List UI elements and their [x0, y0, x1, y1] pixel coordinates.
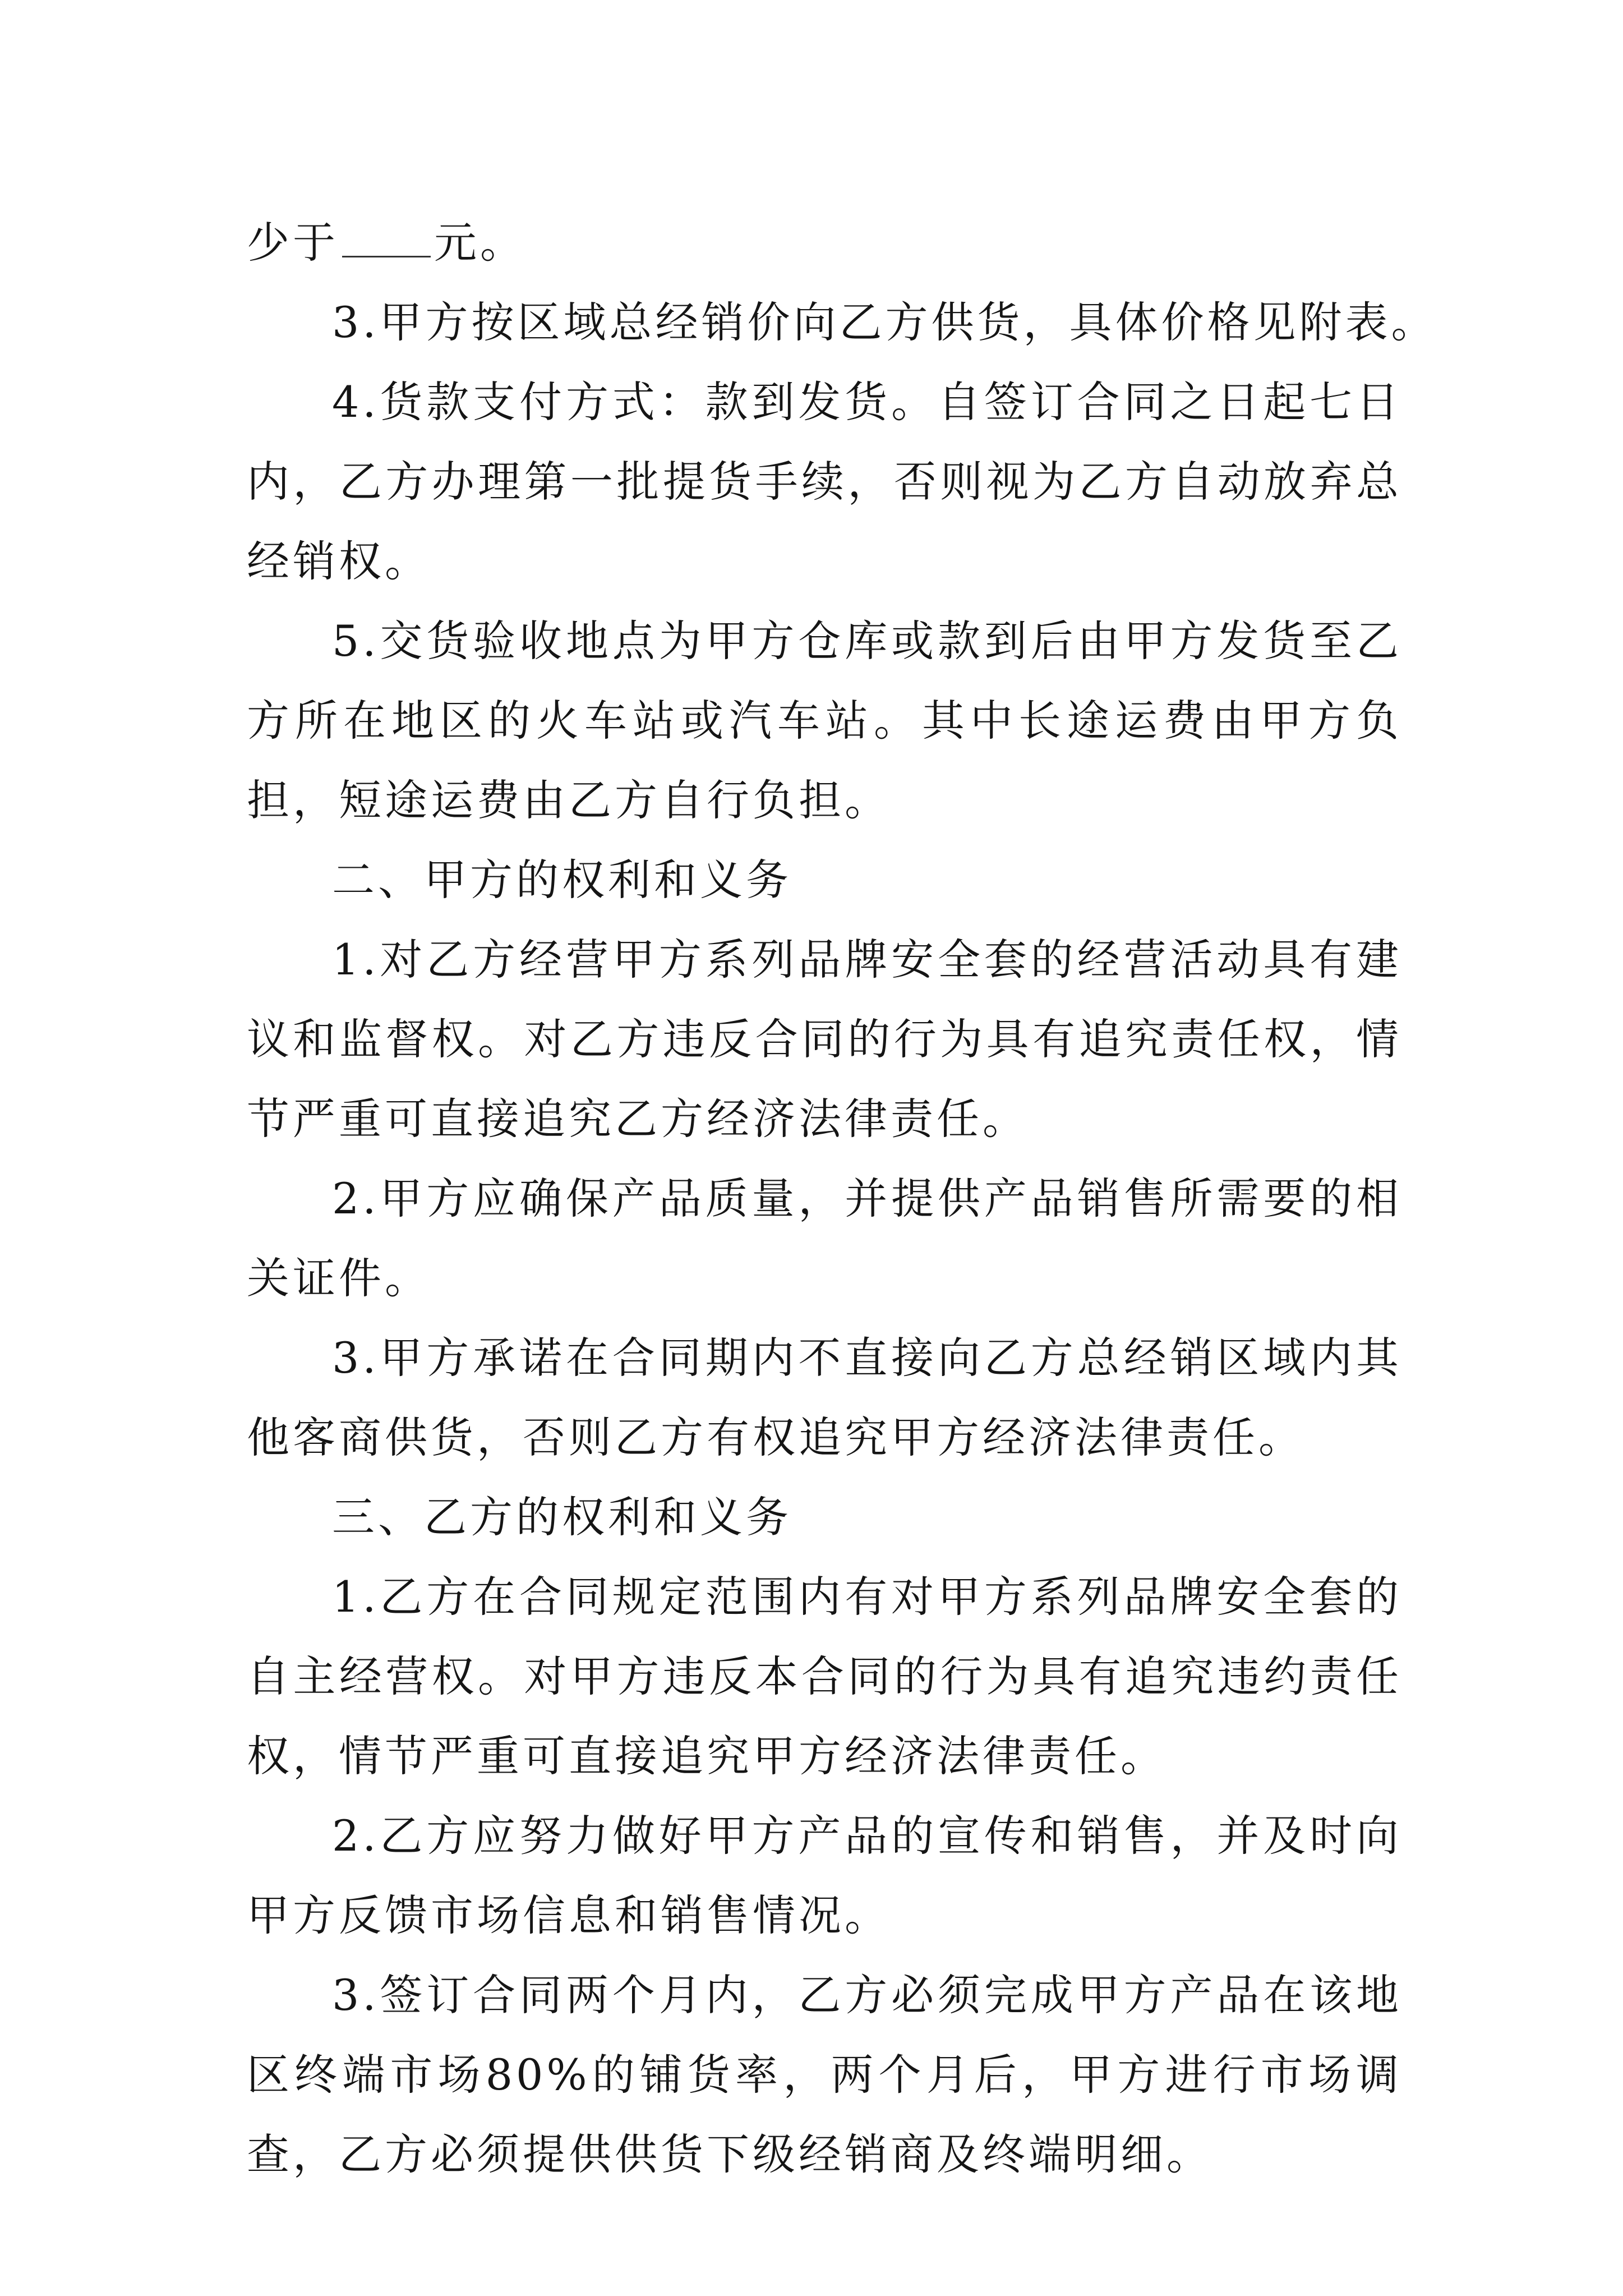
- clause-1-5: 5.交货验收地点为甲方仓库或款到后由甲方发货至乙方所在地区的火车站或汽车站。其中长途运费由甲方负担，短途运费由乙方自行负担。: [247, 616, 1402, 825]
- clause-2-1: 1.对乙方经营甲方系列品牌安全套的经营活动具有建议和监督权。对乙方违反合同的行为具有追究责任权，情节严重可直接追究乙方经济法律责任。: [247, 935, 1402, 1144]
- amount-line: [247, 203, 1402, 283]
- document-body: [247, 203, 1437, 2194]
- clause-1-4: 4.货款支付方式：款到发货。自签订合同之日起七日内，乙方办理第一批提货手续，否则视为乙方自动放弃总经销权。: [247, 377, 1402, 586]
- clause-3-1: 1.乙方在合同规定范围内有对甲方系列品牌安全套的自主经营权。对甲方违反本合同的行为具有追究违约责任权，情节严重可直接追究甲方经济法律责任。: [247, 1572, 1402, 1781]
- clause-2-3: 3.甲方承诺在合同期内不直接向乙方总经销区域内其他客商供货，否则乙方有权追究甲方经济法律责任。: [247, 1333, 1402, 1462]
- section-2-heading: 二、甲方的权利和义务: [332, 855, 792, 905]
- amount-suffix: 元。: [434, 218, 526, 268]
- clause-3-3: 3.签订合同两个月内，乙方必须完成甲方产品在该地区终端市场80%的铺货率，两个月后，甲方进行市场调查，乙方必须提供供货下级经销商及终端明细。: [247, 1970, 1402, 2179]
- clause-2-2: 2.甲方应确保产品质量，并提供产品销售所需要的相关证件。: [247, 1174, 1402, 1303]
- amount-blank-field: [342, 250, 431, 257]
- section-3-heading: 三、乙方的权利和义务: [332, 1492, 792, 1542]
- clause-3-2: 2.乙方应努力做好甲方产品的宣传和销售，并及时向甲方反馈市场信息和销售情况。: [247, 1811, 1402, 1940]
- amount-prefix: 少于: [247, 218, 339, 268]
- clause-1-3: 3.甲方按区域总经销价向乙方供货，具体价格见附表。: [332, 297, 1437, 347]
